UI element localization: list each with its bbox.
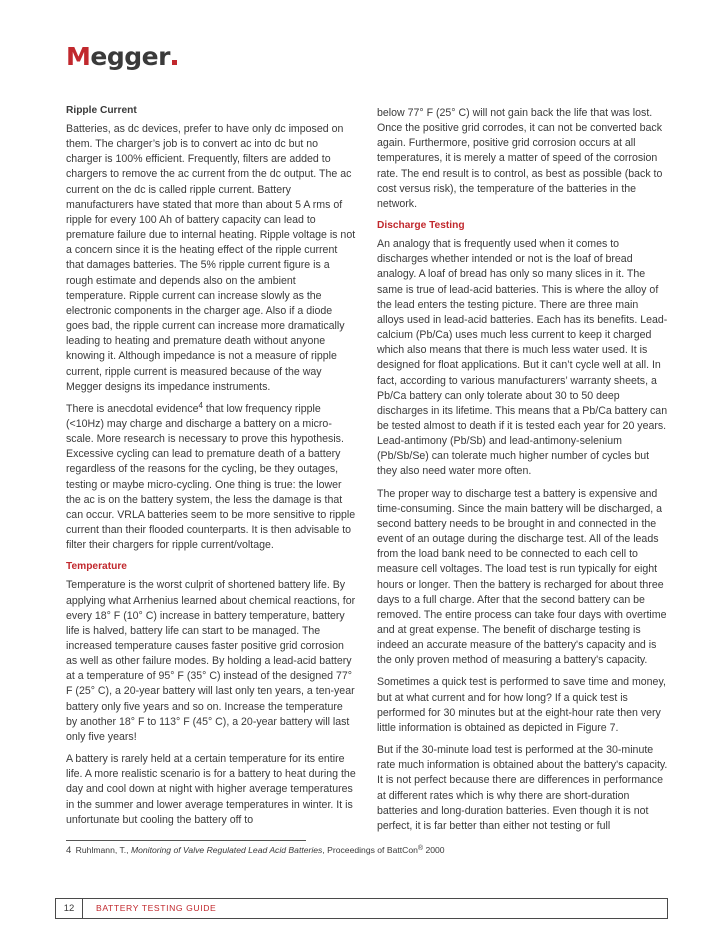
discharge-paragraph-2: The proper way to discharge test a battery is expensive and time-consuming. Since the main battery will be discharged, a second battery needs to be brought in and connected in the event of an outage during the discharge test. All of the leads from the load bank need to be connected to each cell to measure cell voltages. The load test is run typically for eight hours or longer. Then the battery is recharged for about three days to a full charge. After that the second battery can be removed. The entire process can take four days with overtime and at great expense. The benefit of discharge testing is indeed an accurate measure of the battery's capacity and is the only proven method of measuring a battery's capacity. [377,487,667,667]
temperature-paragraph-2: A battery is rarely held at a certain temperature for its entire life. A more realistic scenario is for a battery to heat during the day and cool down at night with higher average temperatures in the summer and lower average temperatures in winter. It is unfortunate but cooling the battery off to [66,753,356,826]
footnote-reference: 4 [198,400,203,410]
temperature-continued: below 77° F (25° C) will not gain back the life that was lost. Once the positive grid corrodes, it can not be converted back again. Furthermore, positive grid corrosion occurs at all temperatures, it is merely a matter of speed of the corrosion rate. The end result is to control, as best as possible (back to cost versus risk), the temperature of the batteries in the network. [377,107,663,210]
ripple-paragraph-1: Batteries, as dc devices, prefer to have only dc imposed on them. The charger’s job is to convert ac into dc but no charger is 100% efficient. Frequently, filters are added to chargers to remove the ac current from the dc output. The ac current on the dc is called ripple current. Battery manufacturers have stated that more than about 5 A rms of ripple for every 100 Ah of battery capacity can lead to premature failure due to internal heating. Ripple voltage is not a concern since it is the heating effect of the ripple current that damages batteries. The 5% ripple current figure is a rough estimate and depends also on the ambient temperature. Ripple current can increase slowly as the electronic components in the charger age. Also if a diode goes bad, the ripple current can increase more dramatically leading to heating and premature death without anyone knowing it. Although impedance is not a measure of ripple current, ripple current is measured because of the way Megger designs its impedance instruments. [66,123,356,393]
ripple-paragraph-2 [66,402,356,554]
megger-logo [66,44,177,69]
footnote-author: Ruhlmann, T., [73,845,131,855]
temperature-paragraph-1: Temperature is the worst culprit of shortened battery life. By applying what Arrhenius learned about chemical reactions, for every 18° F (10° C) increase in battery temperature, battery life is halved, battery life can start to be managed. The increased temperature causes faster positive grid corrosion as well as other failure modes. By holding a lead-acid battery at a temperature of 95° F (35° C) instead of the designed 77° F (25° C), a 20-year battery will last only ten years, a ten-year battery only five years and so on. Increase the temperature by another 18° F to 113° F (45° C), a 20-year battery will last only five years! [66,579,356,743]
footnote-title: Monitoring of Valve Regulated Lead Acid Batteries [130,845,323,855]
discharge-paragraph-3: Sometimes a quick test is performed to save time and money, but at what current and for how long? If a quick test is performed for 30 minutes but at the eight-hour rate then very little information is obtained as depicted in Figure 7. [377,676,666,734]
discharge-testing-heading: Discharge Testing [377,220,465,232]
left-column [66,104,356,835]
temperature-heading: Temperature [66,561,127,573]
right-column [377,106,668,841]
footnote-rest: , Proceedings of BattCon [322,845,418,855]
logo-dot [172,60,177,65]
ripple-current-heading: Ripple Current [66,105,137,116]
page-number: 12 [56,899,83,918]
footnote [66,845,445,856]
footnote-divider [66,840,306,841]
ripple-p2-start: There is anecdotal evidence [66,402,199,415]
footnote-number: 4 [66,845,72,856]
ripple-p2-end: that low frequency ripple (<10Hz) may charge and discharge a battery on a micro-scale. More research is necessary to prove this hypothesis. Excessive cycling can lead to premature death of a battery regardless of the reasons for the cycling, be they outages, testing or maybe micro-cycling. One thing is true: the lower the ac is on the battery system, the less the damage is that can occur. VRLA batteries seem to be more sensitive to ripple current than their flooded counterparts. It is then advisable to filter their chargers for ripple current/voltage. [66,402,356,552]
logo-text: egger [90,42,170,71]
discharge-paragraph-1: An analogy that is frequently used when it comes to discharges whether intended or not is the loaf of bread analogy. A loaf of bread has only so many slices in it. The same is true of lead-acid batteries. This is where the alloy of the lead enters the testing picture. There are three main alloys used in lead-acid batteries. Each has its benefits. Lead-calcium (Pb/Ca) uses much less current to keep it charged which also means that there is much less water used. It is designed for float applications. But it can’t cycle well at all. In fact, according to various manufacturers’ warranty sheets, a Pb/Ca battery can only tolerate about 30 to 50 deep discharges in its lifetime. This means that a Pb/Ca battery can be tested almost to death if it is tested each year for 20 years. Lead-antimony (Pb/Sb) and lead-antimony-selenium (Pb/Sb/Se) can tolerate much higher number of cycles but they also need water more often. [377,238,668,478]
discharge-paragraph-4: But if the 30-minute load test is performed at the 30-minute rate much information is obtained about the battery's capacity. It is not perfect because there are differences in performance at different rates which is why there are short-duration batteries and long-duration batteries. Even though it is not perfect, it is far better than either not testing or full [377,744,668,832]
registered-mark: ® [417,845,424,852]
footnote-year: 2000 [423,845,445,855]
guide-title: BATTERY TESTING GUIDE [96,903,217,913]
page-footer [55,898,668,919]
logo-initial: M [66,42,91,71]
